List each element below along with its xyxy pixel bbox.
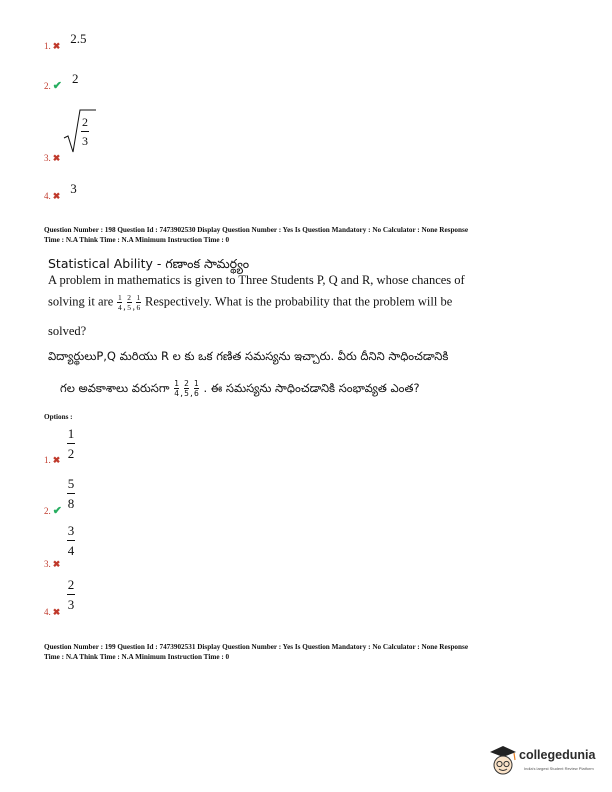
fraction-numerator: 1 bbox=[174, 379, 179, 388]
correct-check-icon: ✔ bbox=[52, 80, 62, 92]
fraction-denominator: 3 bbox=[67, 597, 75, 612]
option-number: 3. bbox=[44, 153, 51, 163]
chance-fraction-r bbox=[136, 294, 141, 311]
option-value: 3 bbox=[70, 181, 77, 196]
fraction-numerator: 3 bbox=[67, 523, 75, 538]
sqrt-sign-icon bbox=[62, 108, 98, 154]
question-meta-line2: Time : N.A Think Time : N.A Minimum Instruction Time : 0 bbox=[44, 653, 230, 661]
question-text-part: గల అవకాశాలు వరుసగా bbox=[60, 381, 170, 395]
fraction-numerator: 1 bbox=[118, 293, 122, 302]
option-4-fraction bbox=[67, 578, 75, 611]
fraction-denominator: 2 bbox=[67, 446, 75, 461]
chance-fraction-r bbox=[194, 380, 199, 397]
wrong-icon: ✖ bbox=[52, 559, 61, 569]
question-text-part: . ఈ సమస్యను సాధించడానికి సంభావ్యత ఎంత? bbox=[203, 381, 420, 395]
question-text-part: Respectively. What is the probability that the problem will be bbox=[145, 294, 453, 309]
prev-option-4 bbox=[44, 181, 77, 204]
option-number: 1. bbox=[44, 41, 51, 51]
collegedunia-watermark bbox=[488, 742, 610, 782]
option-value: 2 bbox=[71, 71, 79, 86]
fraction-numerator: 2 bbox=[82, 115, 88, 129]
fraction-numerator: 1 bbox=[136, 293, 141, 302]
option-1-fraction bbox=[67, 427, 75, 460]
brand-tagline: India's largest Student Review Platform bbox=[524, 766, 594, 771]
chance-fraction-p bbox=[174, 380, 179, 397]
option-number: 1. bbox=[44, 455, 51, 465]
correct-check-icon: ✔ bbox=[52, 505, 62, 517]
option-2-fraction bbox=[67, 477, 75, 510]
fraction-denominator: 3 bbox=[82, 134, 88, 148]
fraction-denominator: 5 bbox=[127, 303, 132, 312]
option-1 bbox=[44, 450, 60, 468]
fraction-numerator: 2 bbox=[184, 379, 189, 388]
fraction-numerator: 1 bbox=[193, 379, 199, 388]
fraction-denominator: 8 bbox=[67, 496, 75, 511]
prev-option-1 bbox=[44, 31, 87, 54]
fraction-denominator: 4 bbox=[67, 543, 75, 558]
option-4 bbox=[44, 602, 60, 620]
question-meta bbox=[44, 642, 584, 662]
fraction-bar bbox=[67, 493, 75, 494]
option-2 bbox=[44, 501, 62, 519]
question-meta-line1: Question Number : 199 Question Id : 7473902531 Display Question Number : Yes Is Question Mandatory : No Calculator : None Response bbox=[44, 643, 469, 651]
prev-option-2 bbox=[44, 71, 79, 94]
fraction-numerator: 1 bbox=[67, 426, 75, 441]
question-text-line2: solving it are $\frac{1}{4}$ $_,$ $\frac{2}{5}$ $_,$ $\frac{1}{6}$ Respectively. What is the probability that the problem will be bbox=[48, 293, 453, 312]
question-text-telugu-line1: విద్యార్థులుP,Q మరియు R ల కు ఒక గణిత సమస్యను ఇచ్చారు. వీరు దీనిని సాధించడానికి bbox=[48, 349, 449, 363]
fraction bbox=[81, 116, 89, 147]
question-text-line3: solved? bbox=[48, 324, 87, 338]
wrong-icon: ✖ bbox=[52, 41, 61, 51]
fraction-denominator: 5 bbox=[184, 389, 189, 398]
question-text-line1: A problem in mathematics is given to Three Students P, Q and R, whose chances of bbox=[48, 273, 465, 287]
fraction-bar bbox=[67, 594, 75, 595]
options-label: Options : bbox=[44, 413, 73, 421]
option-3 bbox=[44, 554, 60, 572]
option-number: 2. bbox=[44, 81, 51, 91]
option-number: 4. bbox=[44, 607, 51, 617]
chance-fraction-q bbox=[127, 294, 132, 311]
option-number: 2. bbox=[44, 506, 51, 516]
fraction-bar bbox=[67, 443, 75, 444]
prev-option-3 bbox=[44, 148, 60, 166]
option-value: 2.5 bbox=[70, 31, 87, 46]
fraction-denominator: 6 bbox=[136, 303, 141, 312]
question-meta-line1: Question Number : 198 Question Id : 7473902530 Display Question Number : Yes Is Question Mandatory : No Calculator : None Response bbox=[44, 226, 469, 234]
brand-name: collegedunia bbox=[519, 748, 596, 762]
chance-fraction-p bbox=[117, 294, 122, 311]
chance-fraction-q bbox=[184, 380, 189, 397]
question-text-telugu-line2: గల అవకాశాలు వరుసగా $\frac{1}{4}$ $_,$ $\frac{2}{5}$ $_,$ $\frac{1}{6}$ . ఈ సమస్యను సాధించడానికి సంభావ్యత ఎంత? bbox=[60, 379, 420, 399]
fraction-numerator: 5 bbox=[67, 476, 75, 491]
mascot-logo-icon bbox=[488, 744, 518, 778]
fraction-denominator: 6 bbox=[193, 389, 199, 398]
wrong-icon: ✖ bbox=[52, 607, 61, 617]
wrong-icon: ✖ bbox=[52, 153, 61, 163]
option-number: 4. bbox=[44, 191, 51, 201]
option-number: 3. bbox=[44, 559, 51, 569]
question-meta-line2: Time : N.A Think Time : N.A Minimum Instruction Time : 0 bbox=[44, 236, 230, 244]
fraction-denominator: 4 bbox=[118, 303, 122, 312]
fraction-bar bbox=[67, 540, 75, 541]
question-text-part: solving it are bbox=[48, 294, 114, 309]
section-title-text: Statistical Ability - గణాంక సామర్థ్యం bbox=[48, 256, 250, 271]
option-3-fraction bbox=[67, 524, 75, 557]
wrong-icon: ✖ bbox=[52, 455, 61, 465]
fraction-numerator: 2 bbox=[67, 577, 75, 592]
fraction-bar bbox=[81, 131, 89, 132]
wrong-icon: ✖ bbox=[52, 191, 61, 201]
fraction-denominator: 4 bbox=[174, 389, 179, 398]
fraction-numerator: 2 bbox=[127, 293, 132, 302]
question-meta bbox=[44, 225, 584, 245]
